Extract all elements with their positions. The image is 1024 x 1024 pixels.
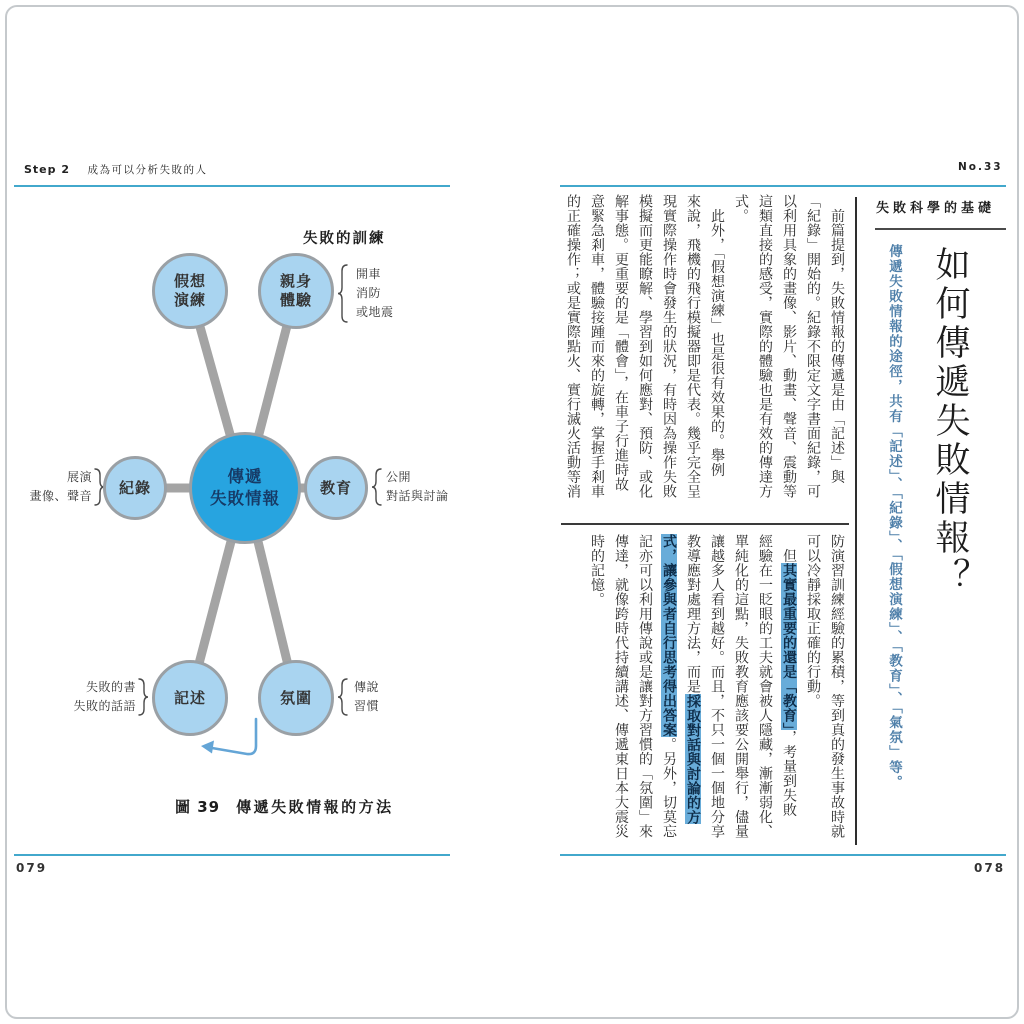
text-block-divider — [561, 523, 849, 525]
figure-caption — [175, 796, 394, 817]
text-column: 的正確操作；或是實際點火、實行滅火活動等消 — [565, 194, 581, 499]
highlighted-text: 其實最重要的還是「教育」 — [781, 563, 797, 730]
chapter-title: 成為可以分析失敗的人 — [87, 164, 208, 176]
article-text-top — [561, 194, 849, 512]
step-label: Step 2 — [24, 163, 70, 176]
node-description: 記述 — [152, 660, 228, 736]
page-no-label: No.33 — [958, 161, 1003, 173]
annotation-atmosphere: 傳說 習慣 — [354, 680, 380, 713]
page-number-left: 079 — [16, 861, 48, 875]
node-record: 紀錄 — [103, 456, 167, 520]
annotation-personal-experience: 開車 消防 或地震 — [356, 267, 394, 319]
article-lead: 傳遞失敗情報的途徑，共有「記述」、「紀錄」、「假想演練」、「教育」、「氣氛」等。 — [886, 244, 902, 790]
text-column: 解事態。更重要的是「體會」，在車子行進時故 — [613, 194, 629, 492]
section-label: 失敗科學的基礎 — [876, 201, 996, 216]
text-column: 以利用具象的畫像、影片、動畫、聲音、震動等 — [781, 194, 797, 499]
header-rule-right — [560, 185, 1006, 187]
text-column: 記亦可以利用傳說或是讓對方習慣的「氛圍」來 — [637, 534, 653, 839]
text-column: 可以冷靜採取正確的行動。 — [805, 534, 821, 708]
caption-text: 傳遞失敗情報的方法 — [236, 798, 394, 816]
text-column: 這類直接的感受，實際的體驗也是有效的傳達方 — [757, 194, 773, 499]
vertical-divider-rule — [855, 197, 857, 845]
text-column: 防演習訓練經驗的累積，等到真的發生事故時就 — [829, 534, 845, 839]
text-segment: ，考量到失敗 — [781, 730, 797, 817]
article-title: 如何傳遞失敗情報？ — [930, 246, 970, 597]
text-column — [657, 534, 681, 846]
node-atmosphere: 氛圍 — [258, 660, 334, 736]
annotation-record: 展演 畫像、聲音 — [29, 470, 92, 503]
text-column: 模擬而更能瞭解、學習到如何應對、預防、或化 — [637, 194, 653, 499]
text-column: 此外，「假想演練」也是很有效果的。舉例 — [709, 194, 725, 477]
caption-figure-number: 圖 39 — [175, 798, 221, 816]
node-center-convey-failure-info: 傳遞 失敗情報 — [189, 432, 301, 544]
failure-info-diagram — [20, 215, 490, 805]
footer-rule-right — [560, 854, 1006, 856]
text-segment: 教導應對處理方法，而是 — [685, 534, 701, 694]
text-column — [777, 534, 801, 846]
group-label: 失敗的訓練 — [303, 231, 386, 247]
node-personal-experience: 親身 體驗 — [258, 253, 334, 329]
text-column: 傳達，就像跨時代持續講述、傳遞東日本大震災 — [613, 534, 629, 839]
text-column: 意緊急剎車，體驗接踵而來的旋轉，掌握手剎車 — [589, 194, 605, 499]
text-column: 經驗在一眨眼的工夫就會被人隱藏，漸漸弱化、 — [757, 534, 773, 839]
annotation-education: 公開 對話與討論 — [386, 470, 449, 503]
text-column: 前篇提到，失敗情報的傳遞是由「記述」與 — [829, 194, 845, 484]
node-imagined-drill: 假想 演練 — [152, 253, 228, 329]
text-column: 「紀錄」開始的。紀錄不限定文字書面紀錄，可 — [805, 194, 821, 499]
section-rule — [875, 228, 1006, 230]
text-column: 單純化的這點，失敗教育應該要公開舉行，儘量 — [733, 534, 749, 839]
text-column: 來說，飛機的飛行模擬器即是代表。幾乎完全呈 — [685, 194, 701, 499]
text-segment: 。另外，切莫忘 — [661, 737, 677, 839]
header-rule-left — [14, 185, 450, 187]
text-column: 現實際操作時會發生的狀況，有時因為操作失敗 — [661, 194, 677, 499]
text-column — [681, 534, 705, 846]
annotation-description: 失敗的書 失敗的話語 — [73, 680, 136, 713]
node-education: 教育 — [304, 456, 368, 520]
left-page-header — [24, 162, 208, 177]
footer-rule-left — [14, 854, 450, 856]
highlighted-text: 採取對話與討論的方 — [685, 693, 701, 824]
text-segment: 但 — [781, 534, 797, 563]
text-column: 式。 — [733, 194, 749, 223]
text-column: 時的記憶。 — [589, 534, 605, 607]
text-column: 讓越多人看到越好。而且，不只一個一個地分享 — [709, 534, 725, 839]
highlighted-text: 式，讓參與者自行思考得出答案 — [661, 534, 677, 737]
article-text-bottom — [561, 534, 849, 846]
page-number-right: 078 — [974, 861, 1006, 875]
